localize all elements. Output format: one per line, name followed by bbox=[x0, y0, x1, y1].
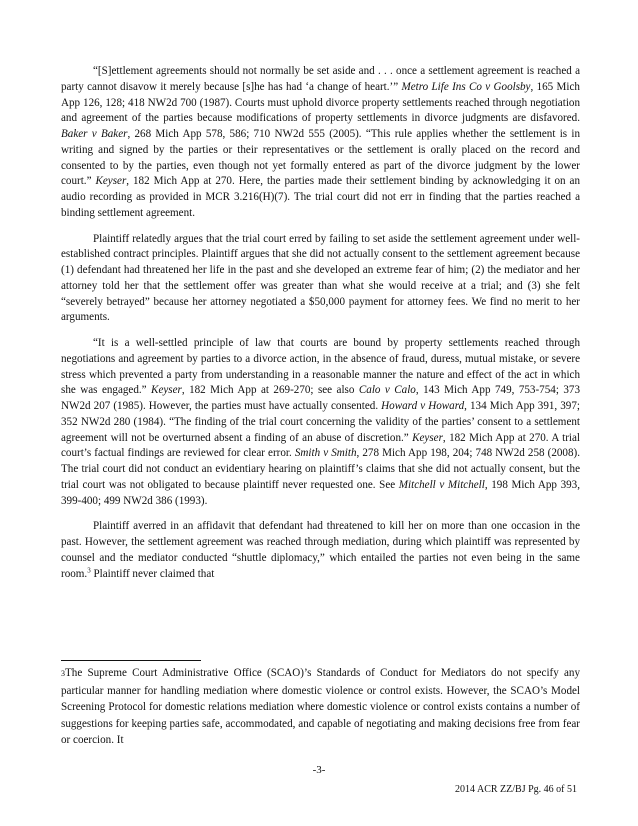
paragraph-text: , 165 Mich App 126, 128; 418 NW2d 700 (1987). Courts must uphold divorce property settlements reached through negotiation and agreement of the parties because modifications of property settlements in divorce judgments are disfavored. bbox=[61, 80, 580, 125]
footnote-reference: 3 bbox=[87, 565, 91, 574]
paragraph-text: “[S]ettlement agreements should not normally be set aside and . . . once a settlement agreement is reached a party cannot disavow it merely because [s]he has had ‘a change of heart.’” bbox=[61, 65, 580, 93]
paragraph-text: Plaintiff never claimed that bbox=[90, 567, 215, 580]
paragraph-text: , 134 Mich App 391, 397; 352 NW2d 280 (1984). “The finding of the trial court concerning the validity of the parties’ consent to a settlement agreement will not be overturned absent a finding of an abuse of discretion.” bbox=[61, 400, 580, 444]
paragraph-affidavit bbox=[61, 519, 580, 582]
opinion-body bbox=[61, 64, 580, 582]
footnote-number: 3 bbox=[61, 669, 65, 678]
case-citation-name: Calo v Calo bbox=[358, 384, 416, 397]
paragraph-text: Plaintiff averred in an affidavit that defendant had threatened to kill her on more than one occasion in the past. However, the settlement agreement was reached through mediation, during which plaintiff was represented by counsel and the mediator conducted “shuttle diplomacy,” which entailed the parties not even being in the same room. bbox=[61, 520, 580, 580]
paragraph-text: , 182 Mich App at 269-270; see also bbox=[181, 384, 359, 397]
case-citation-name: Keyser bbox=[95, 175, 127, 188]
page-number: -3- bbox=[312, 764, 326, 776]
paragraph-consent-law bbox=[61, 336, 580, 509]
case-citation-name: Keyser bbox=[151, 384, 182, 397]
case-citation-name: Mitchell v Mitchell bbox=[398, 478, 485, 491]
case-citation-name: Baker v Baker bbox=[61, 128, 128, 140]
footnote-3 bbox=[61, 665, 580, 749]
paragraph-text: , 198 Mich App 393, 399-400; 499 NW2d 386 (1993). bbox=[61, 478, 580, 507]
case-citation-name: Keyser bbox=[412, 431, 443, 444]
paragraph-text: , 278 Mich App 198, 204; 748 NW2d 258 (2008). The trial court did not conduct an evidentiary hearing on plaintiff’s claims that she did not actually consent, but the trial court was not obligated to because plaintiff never requested one. See bbox=[61, 447, 580, 491]
paragraph-text: , 182 Mich App at 270. Here, the parties made their settlement binding by acknowledging it on an audio recording as provided in MCR 3.216(H)(7). The trial court did not err in finding that the parties reached a binding settlement agreement. bbox=[61, 175, 581, 219]
paragraph-text: , 182 Mich App at 270. A trial court’s factual findings are reviewed for clear error. bbox=[61, 431, 580, 460]
paragraph-text: , 143 Mich App 749, 753-754; 373 NW2d 207 (1985). However, the parties must have actually consented. bbox=[61, 384, 580, 412]
footnote-divider bbox=[61, 660, 201, 661]
bates-stamp: 2014 ACR ZZ/BJ Pg. 46 of 51 bbox=[455, 784, 577, 795]
paragraph-text: “It is a well-settled principle of law that courts are bound by property settlements reached through negotiations and agreement by parties to a divorce action, in the absence of fraud, duress, mutual mistake, or severe stress which prevented a party from understanding in a reasonable manner the nature and effect of the act in which she was engaged.” bbox=[61, 337, 580, 397]
paragraph-settlement-agreements bbox=[61, 64, 580, 222]
paragraph-text: Plaintiff relatedly argues that the trial court erred by failing to set aside the settlement agreement under well-established contract principles. Plaintiff argues that she did not actually consent to the settlement agreement because (1) defendant had threatened her life in the past and she developed an extreme fear of him; (2) the mediator and her attorney told her that the settlement offer was greater than what she would receive at a trial; and (3) she felt “severely betrayed” because her attorney negotiated a $50,000 payment for attorney fees. We find no merit to her arguments. bbox=[61, 232, 580, 324]
case-citation-name: Metro Life Ins Co v Goolsby bbox=[401, 80, 531, 93]
case-citation-name: Smith v Smith bbox=[294, 447, 357, 460]
paragraph-plaintiff-argument bbox=[61, 232, 580, 327]
footnote-text: The Supreme Court Administrative Office (SCAO)’s Standards of Conduct for Mediators do not specify any particular manner for handling mediation where domestic violence or control exists. However, the SCAO’s Model Screening Protocol for domestic relations mediation where domestic violence or control exists contains a number of suggestions for keeping parties safe, accommodated, and capable of negotiating and making decisions free from fear or coercion. It bbox=[61, 667, 580, 746]
case-citation-name: Howard v Howard bbox=[381, 400, 465, 412]
paragraph-text: , 268 Mich App 578, 586; 710 NW2d 555 (2005). “This rule applies whether the settlement is in writing and signed by the parties or their representatives or the settlement is orally placed on the record and consented to by the parties, even though not yet formally entered as part of the divorce judgment by the lower court.” bbox=[61, 128, 580, 188]
